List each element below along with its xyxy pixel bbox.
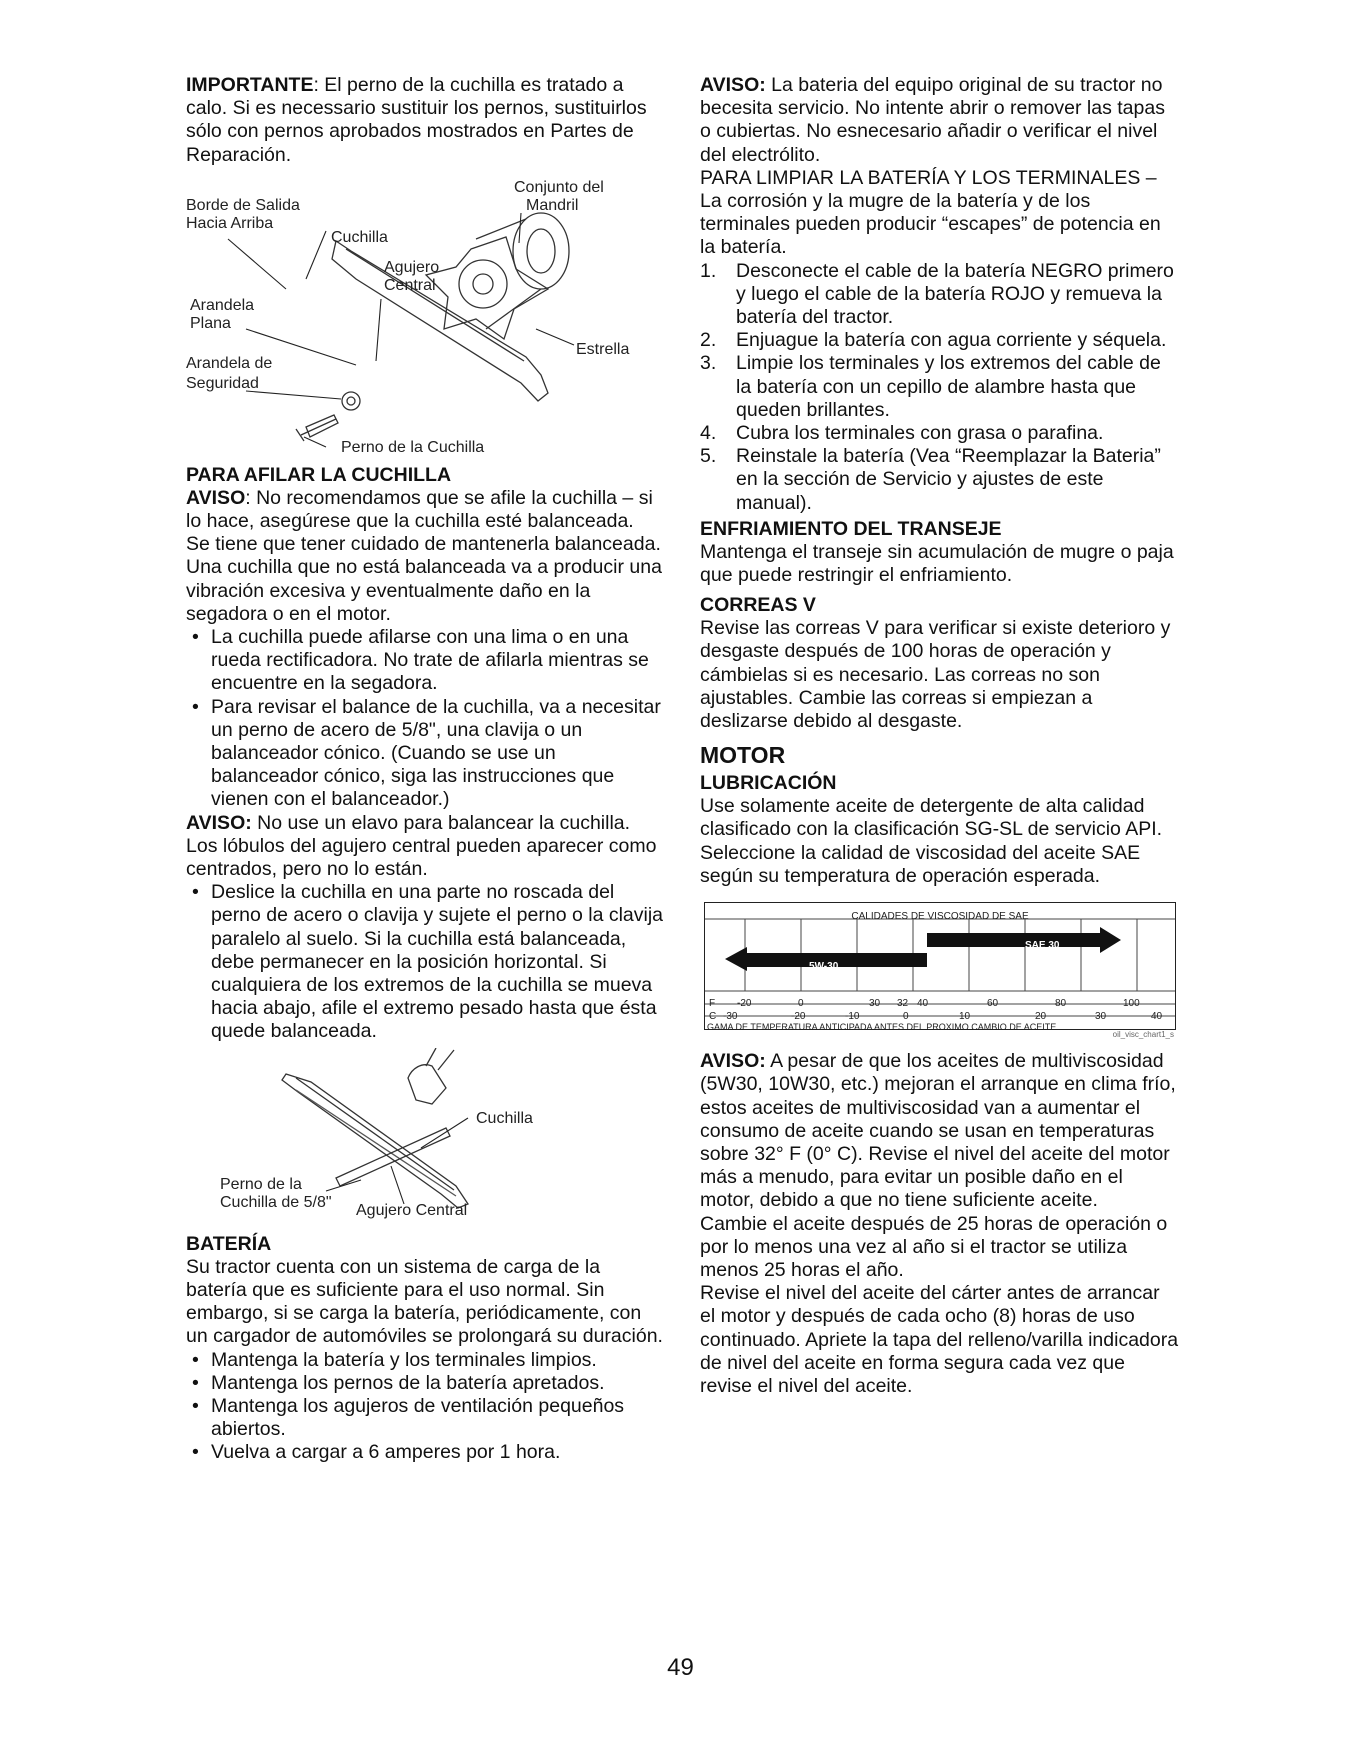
label-cuchilla-58: Cuchilla de 5/8" [220,1193,332,1211]
c-tick: 40 [1151,1011,1163,1023]
aviso-text: : No recomendamos que se afile la cuchilla – si lo hace, asegúrese que la cuchilla esté balanceada. [186,486,653,533]
label-cuchilla-2: Cuchilla [476,1109,533,1127]
f-tick: 30 [869,998,881,1010]
chart-code: oil_visc_chart1_s [1112,1030,1174,1040]
importante-label: IMPORTANTE [186,74,314,96]
importante-text: : El perno de la cuchilla es tratado a calo. Si es necessario sustituir los pernos, sustituirlos sólo con pernos aprobados mostrados en Partes de Reparación. [186,74,647,166]
motor-heading: MOTOR [700,742,786,769]
label-estrella: Estrella [576,340,630,358]
f-tick: 80 [1055,998,1067,1010]
aviso-label: AVISO [186,486,246,509]
corrosion-paragraph: La corrosión y la mugre de la batería y de los terminales pueden producir “escapes” de potencia en la batería. [700,190,1161,259]
list-item [700,445,1180,515]
revise-paragraph: Revise el nivel del aceite del cárter antes de arrancar el motor y después de cada ocho (8) horas de uso continuado. Apriete la tapa del relleno/varilla indicadora de nivel del aceite en forma segura cada vez que revise el nivel del aceite. [700,1282,1179,1397]
c-tick: -20 [791,1011,806,1023]
list-item: • Vuelva a cargar a 6 amperes por 1 hora. [186,1441,666,1464]
step-number: 4. [700,422,717,445]
lubricacion-heading: LUBRICACIÓN [700,772,837,795]
aviso-label: AVISO: [700,1050,766,1073]
bar-sae30-label: SAE 30 [1025,940,1060,952]
label-seguridad: Seguridad [186,374,259,392]
label-arandela: Arandela [190,296,255,314]
chart-title: CALIDADES DE VISCOSIDAD DE SAE [851,911,1029,923]
aviso-label: AVISO: [700,74,766,96]
cleaning-steps [700,260,1180,515]
list-item [700,352,1180,422]
list-item: • Deslice la cuchilla en una parte no roscada del perno de acero o clavija y sujete el perno o la clavija paralelo al suelo. Si la cuchilla está balanceada, debe permanecer en la posición horizontal. Si cualquiera de los extremos de la cuchilla se mueva hacia abajo, afile el extremo pesado hasta que ésta quede balanceada. [186,881,666,1043]
list-item [700,260,1180,330]
step-text: Enjuague la batería con agua corriente y séquela. [736,329,1167,352]
blade-balance-figure [186,1048,666,1219]
step-number: 1. [700,259,717,282]
aviso-text: No use un elavo para balancear la cuchilla. Los lóbulos del agujero central pueden aparecer como centrados, pero no lo están. [186,811,657,881]
f-tick: 100 [1123,998,1140,1010]
lubricacion-paragraph: Use solamente aceite de detergente de alta calidad clasificado con la clasificación SG-SL de servicio API. Seleccione la calidad de viscosidad del aceite SAE según su temperatura de operación esperada. [700,795,1163,887]
c-tick: 30 [1095,1011,1107,1023]
aviso-label: AVISO: [186,811,252,834]
aviso-elavo [186,812,666,882]
step-number: 2. [700,329,717,352]
step-number: 3. [700,352,717,375]
label-perno-de-la: Perno de la [220,1175,302,1193]
label-borde: Borde de Salida [186,196,300,214]
bateria-paragraph: Su tractor cuenta con un sistema de carga de la batería que es suficiente para el uso normal. Sin embargo, si se carga la batería, periódicamente, con un cargador de automóviles se prolongará su duración. [186,1255,663,1348]
f-tick: 40 [917,998,929,1010]
label-perno: Perno de la Cuchilla [341,438,485,456]
c-tick: 10 [959,1011,971,1023]
list-item: • Mantenga la batería y los terminales limpios. [186,1349,666,1372]
enfriamiento-paragraph: Mantenga el transeje sin acumulación de mugre o paja que puede restringir el enfriamiento. [700,540,1174,587]
correas-paragraph: Revise las correas V para verificar si existe deterioro y desgaste después de 100 horas de operación y cámbielas si es necesario. Las correas no son ajustables. Cambie las correas si empiezan a deslizarse debido al desgaste. [700,617,1171,733]
label-agujero-central: Agujero Central [356,1201,468,1219]
f-tick: 60 [987,998,999,1010]
afilar-heading: PARA AFILAR LA CUCHILLA [186,463,452,486]
step-text: Reinstale la batería (Vea “Reemplazar la Bateria” en la sección de Servicio y ajustes de este manual). [736,445,1161,514]
list-item: • Mantenga los pernos de la batería apretados. [186,1372,666,1395]
enfriamiento-heading: ENFRIAMIENTO DEL TRANSEJE [700,517,1002,540]
list-item: • Para revisar el balance de la cuchilla, va a necesitar un perno de acero de 5/8", una clavija o un balanceador cónico. (Cuando se use un balanceador cónico, siga las instrucciones que vienen con el balanceador.) [186,696,666,812]
c-tick: -30 [723,1011,738,1023]
right-column [700,74,1180,1398]
label-arandela-de: Arandela de [186,354,273,372]
label-conjunto: Conjunto del [514,178,604,196]
c-tick: -10 [845,1011,860,1023]
list-item [700,329,1180,352]
left-column [186,74,666,1465]
step-text: Desconecte el cable de la batería NEGRO primero y luego el cable de la batería ROJO y remueva la batería del tractor. [736,259,1174,329]
aviso-bateria [700,74,1180,167]
chart-footer: GAMA DE TEMPERATURA ANTICIPADA ANTES DEL PROXIMO CAMBIO DE ACEITE [707,1022,1057,1033]
cambie-paragraph: Cambie el aceite después de 25 horas de operación o por lo menos una vez al año si el tractor se utiliza menos 25 horas el año. [700,1212,1168,1281]
step-text: Cubra los terminales con grasa o parafina. [736,422,1104,445]
list-item: • La cuchilla puede afilarse con una lima o en una rueda rectificadora. No trate de afilarla mientras se encuentre en la segadora. [186,626,666,696]
aviso-multiviscosidad [700,1050,1180,1212]
label-hacia-arriba: Hacia Arriba [186,214,274,232]
viscosity-chart [704,902,1176,1033]
f-tick: 32 [897,998,909,1010]
importante-notice [186,74,666,167]
label-plana: Plana [190,314,231,332]
bateria-heading: BATERÍA [186,1232,272,1255]
correas-heading: CORREAS V [700,594,816,617]
balance-list [186,881,666,1043]
aviso-text: A pesar de que los aceites de multiviscosidad (5W30, 10W30, etc.) mejoran el arranque en clima frío, estos aceites de multiviscosidad van a aumentar el consumo de aceite cuando se usan en temperaturas sobre 32° F (0° C). Revise el nivel del aceite del motor más a menudo, para evitar un posible daño en el motor, debido a que no tiene suficiente aceite. [700,1050,1176,1212]
list-item: • Mantenga los agujeros de ventilación pequeños abiertos. [186,1395,666,1441]
f-tick: -20 [737,998,752,1010]
limpiar-heading: PARA LIMPIAR LA BATERÍA Y LOS TERMINALES – [700,166,1157,189]
bateria-list [186,1349,666,1465]
label-central: Central [384,276,436,294]
balance-paragraph: Se tiene que tener cuidado de mantenerla balanceada. Una cuchilla que no está balanceada va a producir una vibración excesiva y eventualmente daño en la segadora o en el motor. [186,533,662,625]
list-item [700,422,1180,445]
c-tick: 20 [1035,1011,1047,1023]
bar-sae30 [927,927,1121,953]
c-tick: 0 [903,1011,909,1023]
bar-5w30-label: 5W-30 [809,961,839,973]
aviso-text: La bateria del equipo original de su tractor no becesita servicio. No intente abrir o remover las tapas o cubiertas. No esnecesario añadir o verificar el nivel del electrólito. [700,74,1165,166]
label-mandril: Mandril [526,196,579,214]
page-number: 49 [667,1654,694,1681]
step-number: 5. [700,445,717,468]
label-agujero: Agujero [384,258,440,276]
step-text: Limpie los terminales y los extremos del cable de la batería con un cepillo de alambre hasta que queden brillantes. [736,352,1161,421]
blade-assembly-figure [186,179,666,461]
f-axis-label: F [709,998,716,1010]
label-cuchilla: Cuchilla [331,228,388,246]
f-tick: 0 [798,998,804,1010]
aviso-no-afilar [186,487,666,533]
c-axis-label: C [709,1011,717,1023]
sharpening-list [186,626,666,812]
